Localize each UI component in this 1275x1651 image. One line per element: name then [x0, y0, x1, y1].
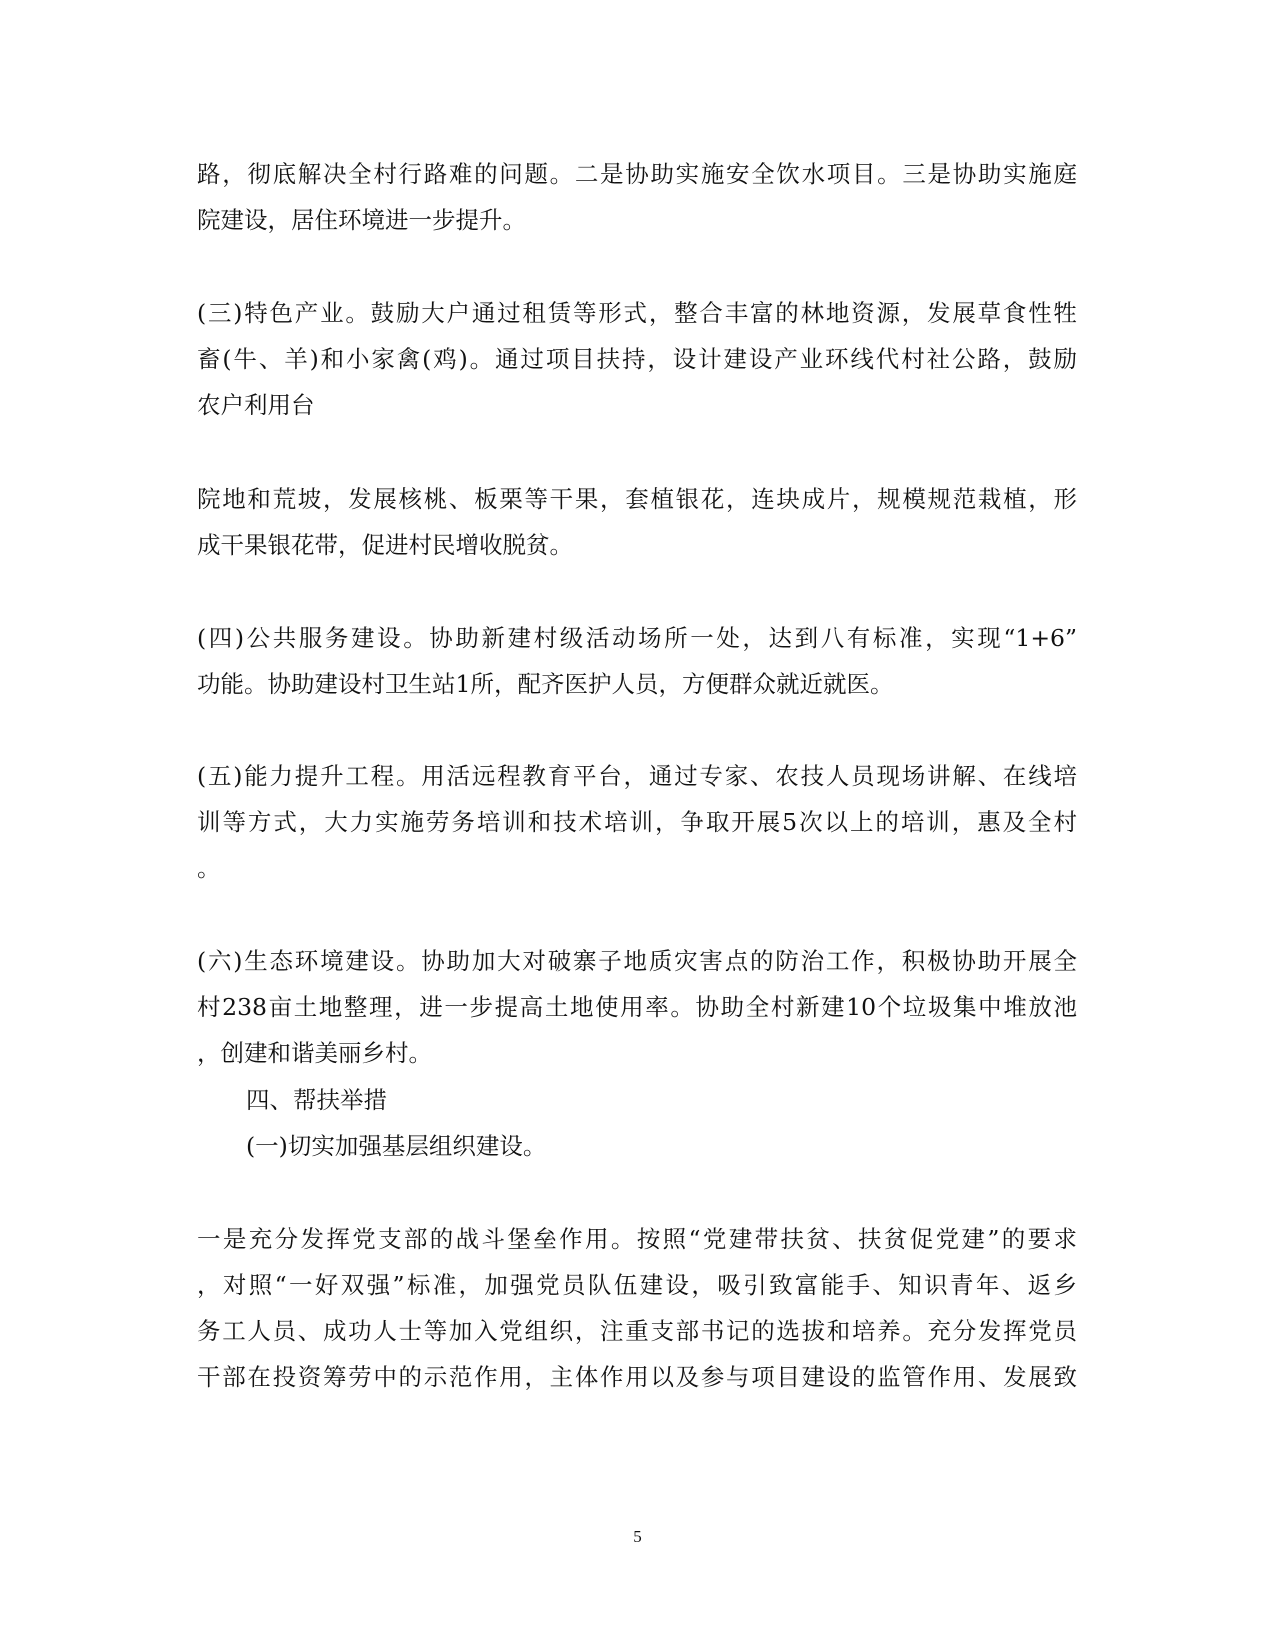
subsection-heading-text: (一)切实加强基层组织建设。: [246, 1132, 547, 1160]
text-line: 务工人员、成功人士等加入党组织，注重支部书记的选拔和培养。充分发挥党员: [197, 1317, 1077, 1345]
text-line: (六)生态环境建设。协助加大对破寨子地质灾害点的防治工作，积极协助开展全: [197, 947, 1077, 975]
text-line: (四)公共服务建设。协助新建村级活动场所一处，达到八有标准，实现“1+6”: [197, 624, 1077, 652]
text-line: 训等方式，大力实施劳务培训和技术培训，争取开展5次以上的培训，惠及全村: [197, 808, 1077, 836]
text-line: 院建设，居住环境进一步提升。: [197, 206, 526, 234]
text-line: 院地和荒坡，发展核桃、板栗等干果，套植银花，连块成片，规模规范栽植，形: [197, 485, 1077, 513]
text-line: 农户利用台: [197, 391, 315, 419]
text-line: ，对照“一好双强”标准，加强党员队伍建设，吸引致富能手、知识青年、返乡: [197, 1271, 1077, 1299]
text-line: 一是充分发挥党支部的战斗堡垒作用。按照“党建带扶贫、扶贫促党建”的要求: [197, 1225, 1077, 1253]
text-line: 成干果银花带，促进村民增收脱贫。: [197, 531, 573, 559]
page-number: 5: [633, 1527, 642, 1546]
text-line: 干部在投资筹劳中的示范作用，主体作用以及参与项目建设的监管作用、发展致: [197, 1363, 1077, 1391]
text-line: 。: [197, 854, 221, 882]
text-line: (五)能力提升工程。用活远程教育平台，通过专家、农技人员现场讲解、在线培: [197, 762, 1077, 790]
text-line: ，创建和谐美丽乡村。: [197, 1039, 432, 1067]
text-line: 畜(牛、羊)和小家禽(鸡)。通过项目扶持，设计建设产业环线代村社公路，鼓励: [197, 345, 1077, 373]
text-line: (三)特色产业。鼓励大户通过租赁等形式，整合丰富的林地资源，发展草食性牲: [197, 299, 1077, 327]
text-line: 功能。协助建设村卫生站1所，配齐医护人员，方便群众就近就医。: [197, 670, 894, 698]
text-line: 村238亩土地整理，进一步提高土地使用率。协助全村新建10个垃圾集中堆放池: [197, 993, 1077, 1021]
section-heading-text: 四、帮扶举措: [246, 1086, 387, 1114]
text-line: 路，彻底解决全村行路难的问题。二是协助实施安全饮水项目。三是协助实施庭: [197, 160, 1077, 188]
